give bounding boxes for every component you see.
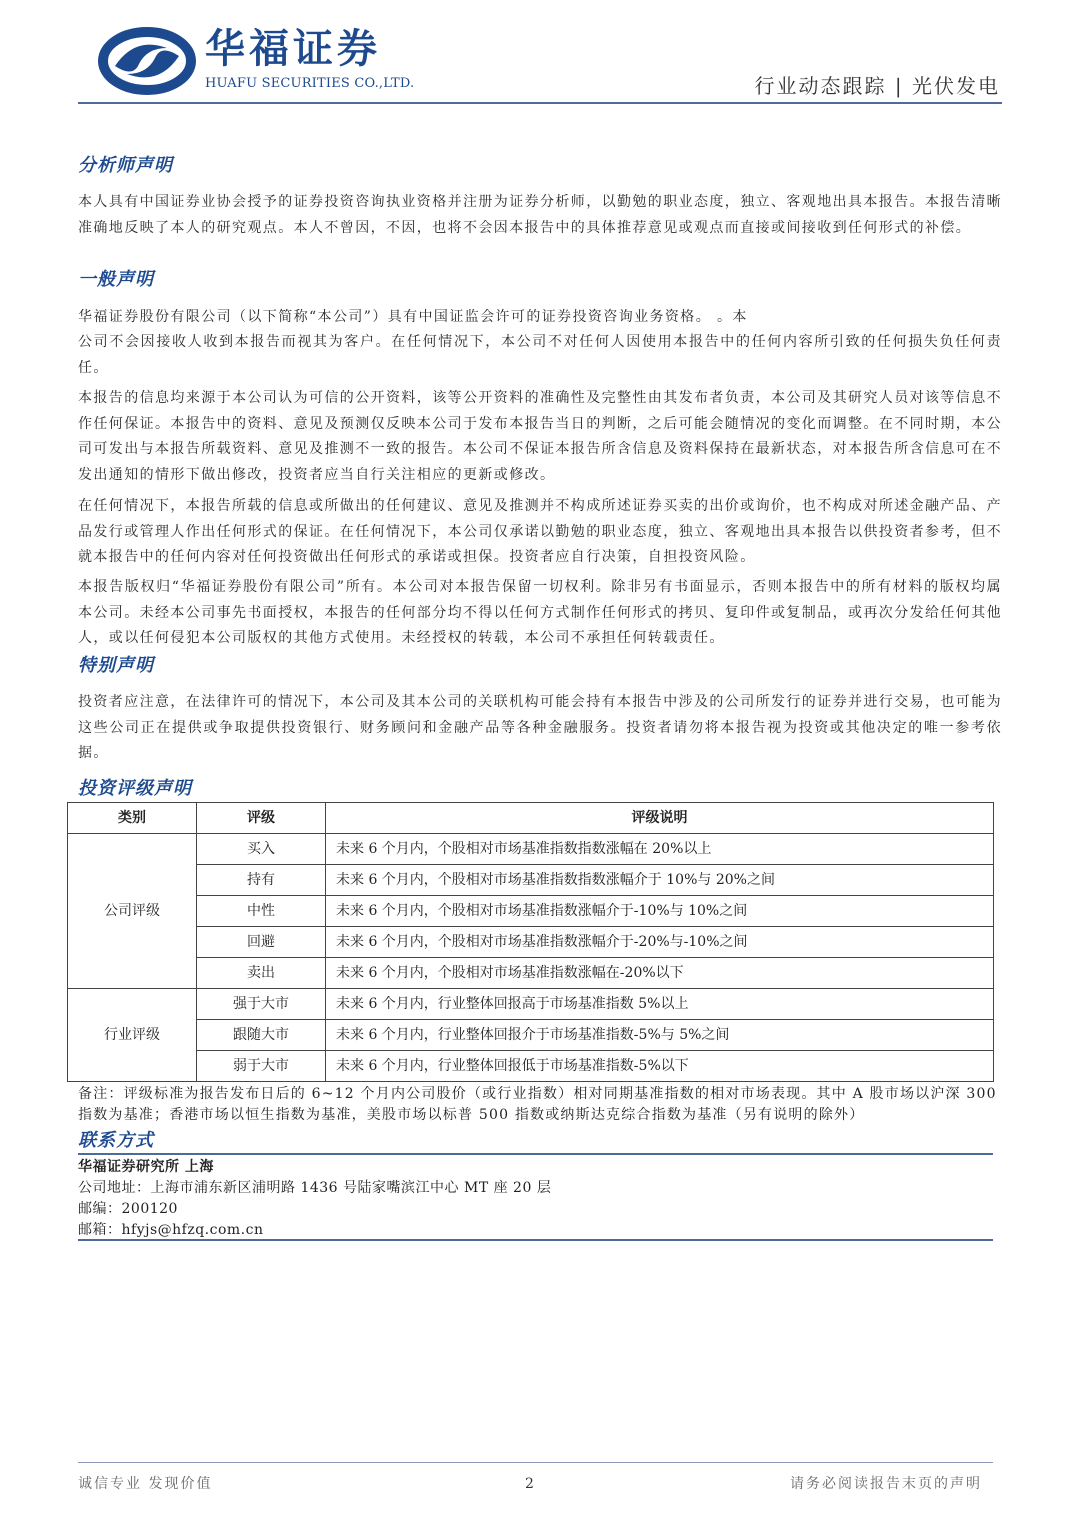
contact-email[interactable]: 邮箱：hfyjs@hfzq.com.cn: [78, 1222, 264, 1238]
section-title-general: 一般声明: [78, 269, 154, 290]
special-statement: 投资者应注意，在法律许可的情况下，本公司及其本公司的关联机构可能会持有本报告中涉及的公司所发行的证券并进行交易，也可能为这些公司正在提供或争取提供投资银行、财务顾问和金融产品等各种金融服务。投资者请勿将本报告视为投资或其他决定的唯一参考依据。: [78, 694, 1002, 761]
contact-divider: [78, 1153, 993, 1155]
contact-postcode: 邮编：200120: [78, 1201, 178, 1217]
analyst-statement: 本人具有中国证券业协会授予的证券投资咨询执业资格并注册为证券分析师，以勤勉的职业态度，独立、客观地出具本报告。本报告清晰准确地反映了本人的研究观点。本人不曾因，不因，也将不会因本报告中的具体推荐意见或观点而直接或间接收到任何形式的补偿。: [78, 194, 1002, 236]
section-title-rating: 投资评级声明: [78, 778, 192, 799]
header-rating: 评级: [197, 803, 326, 834]
page-number: 2: [525, 1476, 536, 1492]
rating-desc: 未来 6 个月内，行业整体回报高于市场基准指数 5%以上: [326, 989, 994, 1020]
table-row: [68, 834, 994, 865]
contact-org: 华福证券研究所 上海: [78, 1159, 214, 1175]
table-row: [68, 896, 994, 927]
general-statement-p3: 在任何情况下，本报告所载的信息或所做出的任何建议、意见及推测并不构成所述证券买卖的出价或询价，也不构成对所述金融产品、产品发行或管理人作出任何形式的保证。在任何情况下，本公司仅承诺以勤勉的职业态度，独立、客观地出具本报告以供投资者参考，但不就本报告中的任何内容对任何投资做出任何形式的承诺或担保。投资者应自行决策，自担投资风险。: [78, 498, 1002, 565]
general-statement-p2: 本报告的信息均来源于本公司认为可信的公开资料，该等公开资料的准确性及完整性由其发布者负责，本公司及其研究人员对该等信息不作任何保证。本报告中的资料、意见及预测仅反映本公司于发布本报告当日的判断，之后可能会随情况的变化而调整。在不同时期，本公司可发出与本报告所载资料、意见及推测不一致的报告。本公司不保证本报告所含信息及资料保持在最新状态，对本报告所含信息可在不发出通知的情形下做出修改，投资者应当自行关注相应的更新或修改。: [78, 390, 1002, 483]
table-row: [68, 989, 994, 1020]
rating-desc: 未来 6 个月内，个股相对市场基准指数涨幅介于-10%与 10%之间: [326, 896, 994, 927]
industry-rating-label: 行业评级: [68, 989, 197, 1082]
footer-disclaimer: 请务必阅读报告末页的声明: [790, 1476, 982, 1492]
rating-name: 持有: [197, 865, 326, 896]
rating-note: 备注：评级标准为报告发布日后的 6~12 个月内公司股价（或行业指数）相对同期基准指数的相对市场表现。其中 A 股市场以沪深 300 指数为基准；香港市场以恒生指数为基准，美股市场以标普 500 指数或纳斯达克综合指数为基准（另有说明的除外）: [78, 1086, 997, 1123]
general-statement-p4: 本报告版权归“华福证券股份有限公司”所有。本公司对本报告保留一切权利。除非另有书面显示，否则本报告中的所有材料的版权均属本公司。未经本公司事先书面授权，本报告的任何部分均不得以任何方式制作任何形式的拷贝、复印件或复制品，或再次分发给任何其他人，或以任何侵犯本公司版权的其他方式使用。未经授权的转载，本公司不承担任何转载责任。: [78, 579, 1002, 646]
general-statement-p1a: 华福证券股份有限公司（以下简称“本公司”）具有中国证监会许可的证券投资咨询业务资格。 。本: [78, 309, 748, 325]
brand-name-en: HUAFU SECURITIES CO.,LTD.: [205, 76, 415, 91]
rating-desc: 未来 6 个月内，个股相对市场基准指数涨幅在-20%以下: [326, 958, 994, 989]
rating-desc: 未来 6 个月内，行业整体回报低于市场基准指数-5%以下: [326, 1051, 994, 1082]
contact-bottom-divider: [78, 1239, 993, 1241]
report-category: 行业动态跟踪 | 光伏发电: [754, 74, 1000, 98]
rating-desc: 未来 6 个月内，个股相对市场基准指数指数涨幅在 20%以上: [326, 834, 994, 865]
header-divider: [78, 102, 1002, 104]
rating-name: 跟随大市: [197, 1020, 326, 1051]
rating-table: [67, 802, 994, 1082]
rating-name: 中性: [197, 896, 326, 927]
table-row: [68, 927, 994, 958]
table-row: [68, 958, 994, 989]
header-category: 类别: [68, 803, 197, 834]
header-description: 评级说明: [326, 803, 994, 834]
footer-slogan: 诚信专业 发现价值: [78, 1476, 213, 1492]
table-row: [68, 1051, 994, 1082]
company-rating-label: 公司评级: [68, 834, 197, 989]
brand-name-cn: 华福证券: [205, 25, 381, 72]
table-row: [68, 1020, 994, 1051]
rating-name: 卖出: [197, 958, 326, 989]
section-title-special: 特别声明: [78, 655, 154, 676]
rating-name: 买入: [197, 834, 326, 865]
rating-desc: 未来 6 个月内，个股相对市场基准指数涨幅介于-20%与-10%之间: [326, 927, 994, 958]
rating-desc: 未来 6 个月内，个股相对市场基准指数指数涨幅介于 10%与 20%之间: [326, 865, 994, 896]
general-statement-p1b: 公司不会因接收人收到本报告而视其为客户。在任何情况下，本公司不对任何人因使用本报告中的任何内容所引致的任何损失负任何责任。: [78, 334, 1002, 376]
rating-name: 弱于大市: [197, 1051, 326, 1082]
table-row: [68, 865, 994, 896]
section-title-analyst: 分析师声明: [78, 155, 173, 176]
footer-divider: [78, 1462, 993, 1463]
rating-name: 回避: [197, 927, 326, 958]
rating-desc: 未来 6 个月内，行业整体回报介于市场基准指数-5%与 5%之间: [326, 1020, 994, 1051]
rating-name: 强于大市: [197, 989, 326, 1020]
contact-address: 公司地址：上海市浦东新区浦明路 1436 号陆家嘴滨江中心 MT 座 20 层: [78, 1180, 552, 1196]
section-title-contact: 联系方式: [78, 1130, 154, 1151]
table-header-row: [68, 803, 994, 834]
